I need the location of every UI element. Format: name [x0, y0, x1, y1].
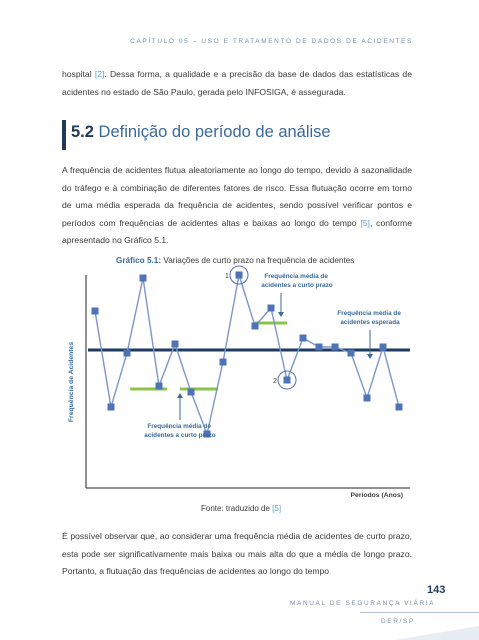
footer-subtitle: DER/SP	[381, 618, 415, 625]
data-point	[92, 308, 99, 315]
reference-link-source[interactable]: [5]	[272, 504, 282, 513]
annotation-top-line1: Frequência média de	[264, 273, 328, 280]
annotation-right-line2: acidentes esperada	[340, 319, 400, 326]
chapter-header: CAPÍTULO 05 – USO E TRATAMENTO DE DADOS DE ACIDENTES	[130, 38, 413, 45]
footer-title: MANUAL DE SEGURANÇA VIÁRIA	[290, 600, 436, 607]
footer-divider	[360, 612, 479, 613]
highlight-label: 1	[225, 273, 229, 280]
data-point	[220, 359, 227, 366]
annotation-right-arrowhead	[367, 354, 373, 359]
annotation-right-line1: Frequência média de	[337, 310, 401, 317]
annotation-right	[337, 310, 402, 326]
data-point	[348, 350, 355, 357]
annotation-top-line2: acidentes a curto prazo	[261, 282, 333, 289]
short-term-mean-lines	[130, 323, 287, 389]
data-point	[332, 344, 339, 351]
data-point	[396, 404, 403, 411]
data-point	[300, 335, 307, 342]
series-points	[92, 272, 403, 438]
data-point	[364, 395, 371, 402]
data-point	[124, 350, 131, 357]
figure-caption-text: Variações de curto prazo na frequência de acidentes	[161, 256, 355, 265]
closing-paragraph: É possível observar que, ao considerar uma frequência média de acidentes de curto prazo, esta pode ser significativamente mais baixa ou mais alta do que a média de longo prazo. Portanto, a flutuação das frequências de acidentes ao longo do tempo	[62, 531, 412, 576]
data-point	[156, 383, 163, 390]
annotation-bottom-line2: acidentes a curto prazo	[144, 432, 216, 439]
footer-corner-decoration	[395, 626, 479, 640]
annotation-top-arrowhead	[278, 312, 284, 317]
reference-link-2[interactable]: [2]	[94, 69, 105, 79]
annotation-top	[261, 273, 332, 289]
annotation-bottom-arrowhead	[177, 393, 183, 398]
y-axis-label: Frequência de Acidentes	[68, 341, 75, 423]
intro-text-1: hospital	[62, 69, 95, 79]
data-point	[236, 272, 243, 279]
data-point	[284, 377, 291, 384]
annotation-bottom-line1: Frequência média de	[147, 423, 211, 430]
data-point	[172, 341, 179, 348]
page-number: 143	[427, 584, 446, 596]
body-text: A frequência de acidentes flutua aleatoriamente ao longo do tempo, devido à sazonalidade do tráfego e à combinação de diferentes fatores de risco. Essa flutuação ocorre em torno de uma média esperada da frequência de acidentes, sendo possível verificar pontos e períodos com frequências de acidentes altas e baixas ao longo do tempo	[62, 165, 412, 228]
figure-label: Gráfico 5.1:	[116, 256, 162, 265]
section-number: 5.2	[71, 123, 94, 141]
data-point	[268, 305, 275, 312]
reference-link-5[interactable]: [5]	[360, 217, 370, 228]
figure-source	[201, 504, 281, 513]
highlight-label: 2	[273, 378, 277, 385]
data-point	[108, 404, 115, 411]
data-point	[140, 275, 147, 282]
data-point	[252, 323, 259, 330]
figure-source-text: Fonte: traduzido de	[201, 504, 273, 513]
intro-text-2: . Dessa forma, a qualidade e a precisão da base de dados das estatísticas de acidentes no estado de São Paulo, gerada pelo INFOSIGA, é assegurada.	[62, 69, 412, 97]
body-text-end: , conforme apresentado no Gráfico 5.1.	[62, 217, 412, 245]
data-point	[380, 344, 387, 351]
x-axis-label: Períodos (Anos)	[350, 492, 403, 499]
data-point	[188, 389, 195, 396]
section-title: Definição do período de análise	[98, 123, 331, 141]
data-point	[316, 344, 323, 351]
